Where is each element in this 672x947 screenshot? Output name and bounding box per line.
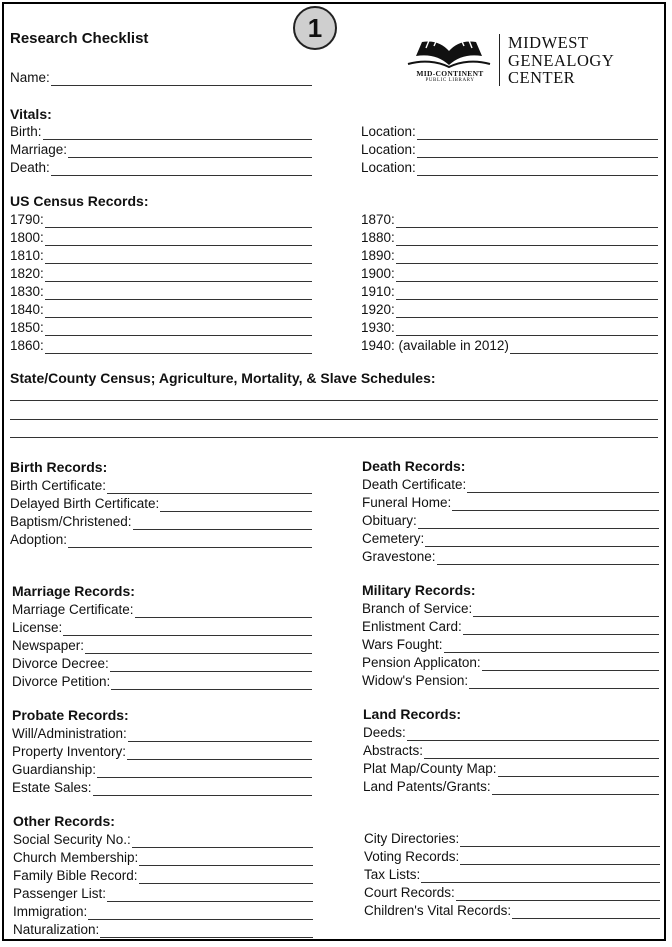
field-label: 1900: [361,266,395,281]
military-column [362,599,659,689]
probate-column [12,724,312,796]
form-field-row[interactable] [13,830,313,848]
field-blank-line[interactable] [396,250,658,264]
field-blank-line[interactable] [418,515,659,529]
form-field-row[interactable] [10,282,312,300]
field-blank-line[interactable] [45,340,312,354]
field-blank-line[interactable] [45,286,312,300]
form-field-row[interactable] [361,122,658,140]
form-field-row[interactable] [364,883,660,901]
field-label: Location: [361,124,416,139]
field-label: 1890: [361,248,395,263]
logo-name-line: GENEALOGY [508,50,615,70]
field-blank-line[interactable] [128,728,312,742]
logo-name [508,34,614,87]
field-blank-line[interactable] [107,888,313,902]
field-label: Marriage Certificate: [12,602,134,617]
field-blank-line[interactable] [45,232,312,246]
field-label: Guardianship: [12,762,97,777]
state-census-heading: State/County Census; Agriculture, Mortality, & Slave Schedules: [10,370,436,386]
form-field-row[interactable] [13,902,313,920]
form-field-row[interactable] [10,228,312,246]
form-field-row[interactable] [10,264,312,282]
field-label: Enlistment Card: [362,619,462,634]
form-field-row[interactable] [10,494,312,512]
field-label: Deeds: [363,725,406,740]
field-blank-line[interactable] [396,268,658,282]
form-field-row[interactable] [12,742,312,760]
field-label: 1930: [361,320,395,335]
field-label: Plat Map/County Map: [363,761,497,776]
probate-heading: Probate Records: [12,707,129,723]
field-blank-line[interactable] [68,144,312,158]
field-label: 1800: [10,230,44,245]
form-field-row[interactable] [362,617,659,635]
land-heading: Land Records: [363,706,462,722]
form-field-row[interactable] [13,866,313,884]
field-blank-line[interactable] [407,727,659,741]
field-blank-line[interactable] [93,782,312,796]
field-blank-line[interactable] [396,232,658,246]
form-field-row[interactable] [362,653,659,671]
field-label: 1810: [10,248,44,263]
field-label: Passenger List: [13,886,107,901]
form-field-row[interactable] [364,901,660,919]
form-field-row[interactable] [10,122,312,140]
field-label: Estate Sales: [12,780,92,795]
military-heading: Military Records: [362,582,476,598]
other-heading: Other Records: [13,813,115,829]
field-label: Funeral Home: [362,495,452,510]
field-label: Divorce Petition: [12,674,111,689]
field-blank-line[interactable] [111,676,312,690]
field-blank-line[interactable] [444,639,659,653]
field-blank-line[interactable] [45,250,312,264]
field-label: Land Patents/Grants: [363,779,491,794]
field-blank-line[interactable] [492,781,659,795]
field-label: Baptism/Christened: [10,514,132,529]
field-label: 1870: [361,212,395,227]
field-label: Divorce Decree: [12,656,109,671]
field-label: 1850: [10,320,44,335]
form-field-row[interactable] [10,512,312,530]
form-field-row[interactable] [362,635,659,653]
field-label: 1940: (available in 2012) [361,338,509,353]
form-field-row[interactable] [363,759,659,777]
logo-divider [499,34,500,86]
form-field-row[interactable] [362,475,659,493]
field-label: Obituary: [362,513,417,528]
vitals-right-column [361,122,658,176]
form-field-row[interactable] [10,530,312,548]
field-blank-line[interactable] [456,887,660,901]
field-blank-line[interactable] [45,322,312,336]
logo-name-line: CENTER [508,68,576,87]
form-field-row[interactable] [13,884,313,902]
field-blank-line[interactable] [469,675,659,689]
field-blank-line[interactable] [396,304,658,318]
field-blank-line[interactable] [498,763,659,777]
form-field-row[interactable] [362,671,659,689]
field-blank-line[interactable] [127,746,312,760]
field-blank-line[interactable] [482,657,659,671]
field-label: Marriage: [10,142,68,157]
form-field-row[interactable] [362,529,659,547]
field-label: Branch of Service: [362,601,473,616]
field-label: 1840: [10,302,44,317]
field-blank-line[interactable] [51,162,312,176]
form-field-row[interactable] [361,282,658,300]
field-blank-line[interactable] [63,622,312,636]
field-blank-line[interactable] [417,144,658,158]
form-field-row[interactable] [12,672,312,690]
field-blank-line[interactable] [45,304,312,318]
field-blank-line[interactable] [417,126,658,140]
form-field-row[interactable] [363,723,659,741]
census-heading: US Census Records: [10,193,149,209]
death-column [362,475,659,565]
form-field-row[interactable] [363,741,659,759]
field-blank-line[interactable] [473,603,659,617]
field-label: 1910: [361,284,395,299]
page-number-badge [293,6,337,50]
name-line[interactable] [51,72,312,86]
field-label: 1790: [10,212,44,227]
form-field-row[interactable] [10,336,312,354]
birth-column [10,476,312,548]
field-label: Tax Lists: [364,867,421,882]
field-label: Birth Certificate: [10,478,107,493]
field-label: 1830: [10,284,44,299]
field-blank-line[interactable] [460,833,660,847]
field-label: Gravestone: [362,549,436,564]
field-label: Children's Vital Records: [364,903,512,918]
form-field-row[interactable] [12,618,312,636]
field-label: 1920: [361,302,395,317]
form-field-row[interactable] [10,140,312,158]
form-field-row[interactable] [361,300,658,318]
field-blank-line[interactable] [132,834,313,848]
field-blank-line[interactable] [396,286,658,300]
form-field-row[interactable] [12,600,312,618]
form-field-row[interactable] [361,140,658,158]
field-label: Naturalization: [13,922,100,937]
form-field-row[interactable] [364,847,660,865]
field-label: Delayed Birth Certificate: [10,496,160,511]
field-label: Newspaper: [12,638,85,653]
field-label: Birth: [10,124,42,139]
field-label: Abstracts: [363,743,424,758]
form-field-row[interactable] [10,318,312,336]
form-field-row[interactable] [362,511,659,529]
field-label: Widow's Pension: [362,673,469,688]
form-field-row[interactable] [361,246,658,264]
field-blank-line[interactable] [85,640,312,654]
field-label: Court Records: [364,885,455,900]
field-label: License: [12,620,63,635]
field-blank-line[interactable] [45,214,312,228]
field-blank-line[interactable] [139,852,313,866]
field-blank-line[interactable] [107,480,312,494]
form-field-row[interactable] [361,264,658,282]
field-label: Pension Applicaton: [362,655,481,670]
field-label: Adoption: [10,532,68,547]
field-blank-line[interactable] [512,905,660,919]
field-blank-line[interactable] [110,658,312,672]
field-blank-line[interactable] [463,621,659,635]
logo-name-line: MIDWEST [508,33,589,52]
field-blank-line[interactable] [45,268,312,282]
field-label: 1860: [10,338,44,353]
state-census-line[interactable] [10,400,658,401]
field-blank-line[interactable] [421,869,660,883]
form-field-row[interactable] [10,210,312,228]
form-field-row[interactable] [364,829,660,847]
field-blank-line[interactable] [139,870,313,884]
form-field-row[interactable] [361,336,658,354]
form-field-row[interactable] [13,920,313,938]
field-label: Wars Fought: [362,637,443,652]
form-field-row[interactable] [362,599,659,617]
field-blank-line[interactable] [396,214,658,228]
field-label: Location: [361,160,416,175]
field-blank-line[interactable] [396,322,658,336]
library-logo [404,34,624,90]
field-blank-line[interactable] [417,162,658,176]
death-heading: Death Records: [362,458,466,474]
field-label: Death Certificate: [362,477,467,492]
field-label: Family Bible Record: [13,868,138,883]
form-field-row[interactable] [12,760,312,778]
page-title: Research Checklist [10,30,149,47]
field-blank-line[interactable] [452,497,659,511]
form-field-row[interactable] [361,318,658,336]
form-field-row[interactable] [362,493,659,511]
census-right-column [361,210,658,354]
name-label: Name: [10,70,50,85]
field-blank-line[interactable] [43,126,312,140]
field-blank-line[interactable] [467,479,659,493]
form-field-row[interactable] [12,654,312,672]
land-column [363,723,659,795]
field-blank-line[interactable] [68,534,312,548]
other-right-column [364,829,660,919]
field-blank-line[interactable] [133,516,312,530]
field-label: Immigration: [13,904,88,919]
field-label: Location: [361,142,416,157]
state-census-line[interactable] [10,419,658,420]
page-number: 1 [307,12,323,43]
logo-subtitle: MID-CONTINENT [416,69,484,78]
state-census-line[interactable] [10,437,658,438]
field-label: Property Inventory: [12,744,127,759]
marriage-column [12,600,312,690]
field-blank-line[interactable] [97,764,312,778]
field-label: City Directories: [364,831,460,846]
form-field-row[interactable] [12,636,312,654]
form-field-row[interactable] [361,158,658,176]
field-blank-line[interactable] [88,906,313,920]
field-blank-line[interactable] [424,745,659,759]
logo-subtitle-2: PUBLIC LIBRARY [425,78,475,83]
other-left-column [13,830,313,938]
field-label: Social Security No.: [13,832,131,847]
form-field-row[interactable] [12,778,312,796]
form-field-row[interactable] [363,777,659,795]
field-label: Church Membership: [13,850,139,865]
census-left-column [10,210,312,354]
form-field-row[interactable] [364,865,660,883]
form-field-row[interactable] [361,228,658,246]
field-blank-line[interactable] [510,340,658,354]
field-blank-line[interactable] [160,498,312,512]
field-label: Cemetery: [362,531,425,546]
marriage-heading: Marriage Records: [12,583,135,599]
form-field-row[interactable] [10,246,312,264]
form-field-row[interactable] [12,724,312,742]
field-label: 1820: [10,266,44,281]
field-label: 1880: [361,230,395,245]
form-field-row[interactable] [10,300,312,318]
field-label: Voting Records: [364,849,460,864]
form-field-row[interactable] [10,158,312,176]
form-field-row[interactable] [13,848,313,866]
vitals-left-column [10,122,312,176]
form-field-row[interactable] [361,210,658,228]
field-blank-line[interactable] [135,604,312,618]
field-blank-line[interactable] [460,851,660,865]
form-field-row[interactable] [10,476,312,494]
birth-heading: Birth Records: [10,459,108,475]
field-label: Will/Administration: [12,726,127,741]
form-field-row[interactable] [362,547,659,565]
name-field[interactable] [10,68,312,86]
vitals-heading: Vitals: [10,106,52,122]
field-blank-line[interactable] [437,551,659,565]
field-blank-line[interactable] [100,924,313,938]
field-label: Death: [10,160,50,175]
field-blank-line[interactable] [425,533,659,547]
